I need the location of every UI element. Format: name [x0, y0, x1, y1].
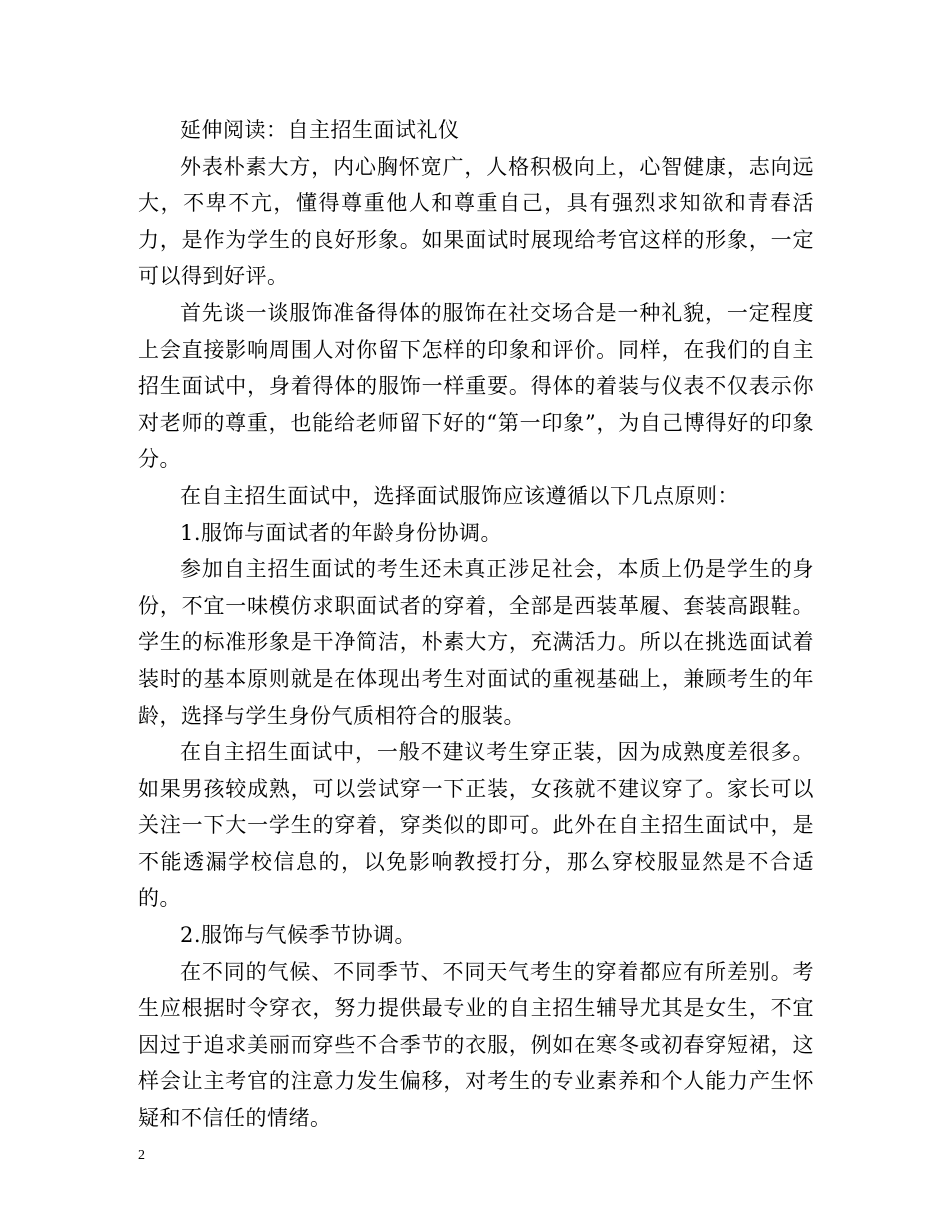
- paragraph: 外表朴素大方，内心胸怀宽广，人格积极向上，心智健康，志向远大，不卑不亢，懂得尊重他人和尊重自己，具有强烈求知欲和青春活力，是作为学生的良好形象。如果面试时展现给考官这样的形象，一定可以得到好评。: [138, 154, 814, 289]
- paragraph: 参加自主招生面试的考生还未真正涉足社会，本质上仍是学生的身份，不宜一味模仿求职面试者的穿着，全部是西装革履、套装高跟鞋。学生的标准形象是干净简洁，朴素大方，充满活力。所以在挑选面试着装时的基本原则就是在体现出考生对面试的重视基础上，兼顾考生的年龄，选择与学生身份气质相符合的服装。: [138, 557, 814, 728]
- document-body: [138, 112, 814, 1137]
- list-item-heading: 2.服饰与气候季节协调。: [180, 923, 417, 948]
- paragraph: 在自主招生面试中，一般不建议考生穿正装，因为成熟度差很多。如果男孩较成熟，可以尝试穿一下正装，女孩就不建议穿了。家长可以关注一下大一学生的穿着，穿类似的即可。此外在自主招生面试中，是不能透漏学校信息的，以免影响教授打分，那么穿校服显然是不合适的。: [138, 740, 814, 911]
- list-item-heading: 1.服饰与面试者的年龄身份协调。: [180, 520, 503, 545]
- paragraph: 在自主招生面试中，选择面试服饰应该遵循以下几点原则：: [180, 483, 739, 508]
- paragraph: 在不同的气候、不同季节、不同天气考生的穿着都应有所差别。考生应根据时令穿衣，努力提供最专业的自主招生辅导尤其是女生，不宜因过于追求美丽而穿些不合季节的衣服，例如在寒冬或初春穿短裙，这样会让主考官的注意力发生偏移，对考生的专业素养和个人能力产生怀疑和不信任的情绪。: [138, 959, 814, 1131]
- page-number: 2: [138, 1148, 145, 1163]
- paragraph: 首先谈一谈服饰准备得体的服饰在社交场合是一种礼貌，一定程度上会直接影响周围人对你留下怎样的印象和评价。同样，在我们的自主招生面试中，身着得体的服饰一样重要。得体的着装与仪表不仅表示你对老师的尊重，也能给老师留下好的“第一印象”，为自己博得好的印象分。: [138, 300, 814, 472]
- section-heading: 延伸阅读：自主招生面试礼仪: [180, 118, 460, 142]
